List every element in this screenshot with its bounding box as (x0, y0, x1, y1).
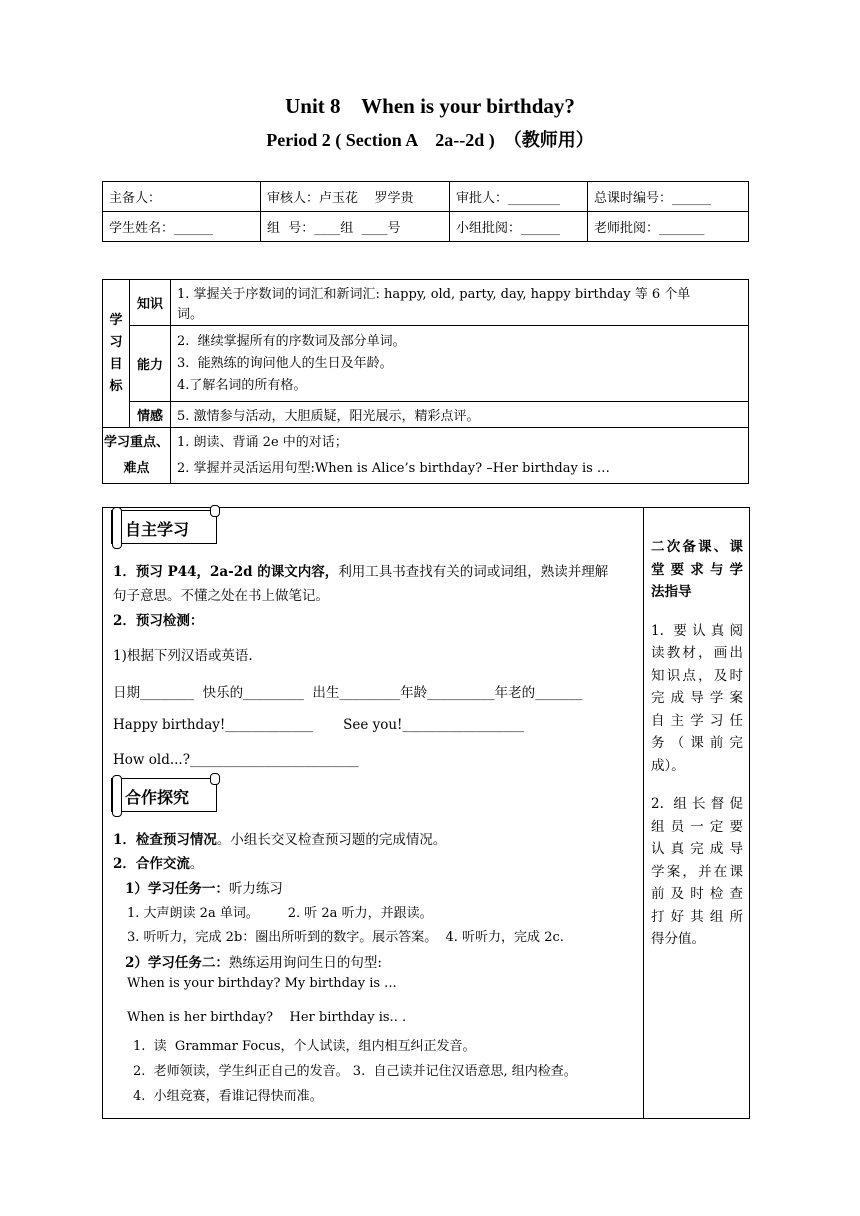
grammar-step-3: 4. 小组竞赛，看谁记得快而准。 (133, 1089, 323, 1104)
sentence-pattern-2: When is her birthday? Her birthday is.. . (127, 1010, 407, 1025)
preview-instruction-cont: 句子意思。不懂之处在书上做笔记。 (113, 588, 329, 604)
knowledge-text: 1. 掌握关于序数词的词汇和新词汇: happy, old, party, day, happy birthday 等 6 个单 词。 (171, 280, 749, 326)
keypoints-text: 1. 朗读、背诵 2e 中的对话； 2. 掌握并灵活运用句型:When is Alice’s birthday? –Her birthday is … (171, 428, 749, 484)
task-1: 1）学习任务一：听力练习 (125, 881, 283, 897)
task-1-items-a: 1. 大声朗读 2a 单词。 2. 听 2a 听力，并跟读。 (127, 906, 433, 921)
keypoints-label: 学习重点、 难点 (103, 428, 171, 484)
coop-step-1: 1．检查预习情况。小组长交叉检查预习题的完成情况。 (113, 832, 447, 848)
info-table (102, 181, 749, 242)
goals-label: 学 习 目 标 (103, 280, 130, 428)
vocab-blanks-3: How old...?_________________________ (113, 752, 359, 768)
info-cell: 审核人：卢玉花 罗学贵 (261, 182, 450, 212)
teacher-notes: 二次备课、课 堂要求与学 法指导 1. 要认真阅 读教材，画出 知识点，及时 完成导学案 自主学习任 务（课前完 成）。 2. 组长督促 组员一定要 认真完成导 学案，并在课 前及时检查 打好其组所 得分值。 (651, 539, 743, 947)
knowledge-label: 知识 (130, 280, 171, 326)
ability-text: 2. 继续掌握所有的序数词及部分单词。 3. 能熟练的询问他人的生日及年龄。 4.了解名词的所有格。 (171, 326, 749, 402)
task-1-items-b: 3. 听听力，完成 2b：圈出所听到的数字。展示答案。 4. 听听力，完成 2c. (127, 930, 564, 945)
coop-step-2: 2．合作交流。 (113, 856, 204, 872)
page-subtitle: Period 2 ( Section A 2a--2d ) （教师用） (266, 130, 594, 150)
goals-table (102, 279, 749, 484)
translate-prompt: 1)根据下列汉语或英语. (113, 648, 253, 664)
info-cell: 主备人： (103, 182, 261, 212)
info-cell: 小组批阅：______ (450, 212, 588, 242)
preview-instruction: 1．预习 P44，2a-2d 的课文内容，利用工具书查找有关的词或词组，熟读并理解 (113, 564, 609, 580)
info-cell: 学生姓名：______ (103, 212, 261, 242)
sentence-pattern-1: When is your birthday? My birthday is ... (127, 976, 397, 991)
section-banner-cooperation: 合作探究 (111, 778, 217, 812)
info-cell: 组 号：____组 ____号 (261, 212, 450, 242)
main-section (102, 507, 750, 1119)
column-divider (643, 508, 644, 1118)
emotion-text: 5. 激情参与活动，大胆质疑，阳光展示，精彩点评。 (171, 402, 749, 428)
info-cell: 老师批阅：_______ (588, 212, 749, 242)
emotion-label: 情感 (130, 402, 171, 428)
grammar-step-1: 1. 读 Grammar Focus，个人试读，组内相互纠正发音。 (133, 1039, 476, 1054)
vocab-blanks-1: 日期________ 快乐的_________ 出生_________年龄__________年老的_______ (113, 685, 583, 701)
task-2: 2）学习任务二：熟练运用询问生日的句型: (125, 955, 382, 971)
ability-label: 能力 (130, 326, 171, 402)
grammar-step-2: 2. 老师领读，学生纠正自己的发音。 3. 自己读并记住汉语意思, 组内检查。 (133, 1064, 577, 1079)
preview-check: 2．预习检测： (113, 613, 204, 629)
vocab-blanks-2: Happy birthday!_____________ See you!__________________ (113, 717, 524, 733)
info-cell: 总课时编号：______ (588, 182, 749, 212)
page-title: Unit 8 When is your birthday? (285, 94, 575, 118)
info-cell: 审批人：________ (450, 182, 588, 212)
section-banner-self-study: 自主学习 (111, 510, 217, 544)
